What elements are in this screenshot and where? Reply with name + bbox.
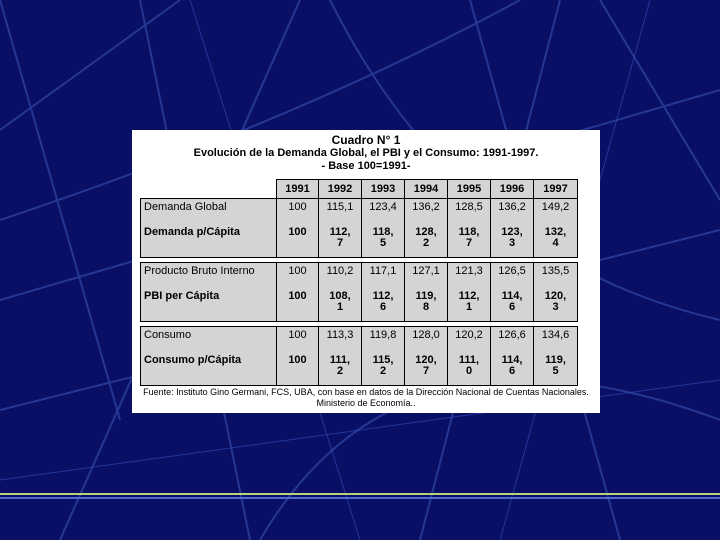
value-cell: 120, 3 <box>534 288 578 322</box>
value-cell: 128,0 <box>405 327 448 353</box>
table-row <box>141 263 578 289</box>
value-cell: 118, 7 <box>448 224 491 258</box>
header-blank-cell <box>141 180 277 199</box>
title-line-1: Cuadro N° 1 <box>331 133 401 147</box>
table-title <box>132 134 600 172</box>
year-header: 1993 <box>362 180 405 199</box>
value-cell: 119,8 <box>362 327 405 353</box>
year-header: 1997 <box>534 180 578 199</box>
table-row <box>141 352 578 386</box>
row-label: Consumo p/Cápita <box>141 352 277 386</box>
value-cell: 100 <box>277 263 319 289</box>
value-cell: 119, 5 <box>534 352 578 386</box>
value-cell: 121,3 <box>448 263 491 289</box>
data-table <box>140 179 577 386</box>
value-cell: 115,1 <box>319 199 362 225</box>
footer-decoration <box>0 488 720 508</box>
value-cell: 149,2 <box>534 199 578 225</box>
table-row <box>141 327 578 353</box>
title-line-2: Evolución de la Demanda Global, el PBI y el Consumo: 1991-1997. <box>193 147 539 159</box>
value-cell: 111, 0 <box>448 352 491 386</box>
value-cell: 132, 4 <box>534 224 578 258</box>
value-cell: 108, 1 <box>319 288 362 322</box>
row-label: Demanda p/Cápita <box>141 224 277 258</box>
value-cell: 136,2 <box>405 199 448 225</box>
year-header-row <box>141 180 578 199</box>
value-cell: 126,6 <box>491 327 534 353</box>
row-label: Producto Bruto Interno <box>141 263 277 289</box>
value-cell: 112, 1 <box>448 288 491 322</box>
value-cell: 114, 6 <box>491 352 534 386</box>
value-cell: 100 <box>277 327 319 353</box>
value-cell: 113,3 <box>319 327 362 353</box>
year-header: 1996 <box>491 180 534 199</box>
table-row <box>141 224 578 258</box>
year-header: 1995 <box>448 180 491 199</box>
value-cell: 126,5 <box>491 263 534 289</box>
value-cell: 128, 2 <box>405 224 448 258</box>
value-cell: 128,5 <box>448 199 491 225</box>
value-cell: 120, 7 <box>405 352 448 386</box>
year-header: 1991 <box>277 180 319 199</box>
value-cell: 117,1 <box>362 263 405 289</box>
value-cell: 127,1 <box>405 263 448 289</box>
row-label: PBI per Cápita <box>141 288 277 322</box>
value-cell: 123, 3 <box>491 224 534 258</box>
document-image <box>132 130 600 413</box>
row-label: Demanda Global <box>141 199 277 225</box>
value-cell: 100 <box>277 199 319 225</box>
value-cell: 100 <box>277 288 319 322</box>
value-cell: 115, 2 <box>362 352 405 386</box>
value-cell: 114, 6 <box>491 288 534 322</box>
value-cell: 112, 7 <box>319 224 362 258</box>
year-header: 1994 <box>405 180 448 199</box>
value-cell: 134,6 <box>534 327 578 353</box>
title-line-3: - Base 100=1991- <box>321 160 411 172</box>
value-cell: 123,4 <box>362 199 405 225</box>
value-cell: 100 <box>277 352 319 386</box>
value-cell: 118, 5 <box>362 224 405 258</box>
value-cell: 100 <box>277 224 319 258</box>
row-label: Consumo <box>141 327 277 353</box>
value-cell: 112, 6 <box>362 288 405 322</box>
value-cell: 110,2 <box>319 263 362 289</box>
value-cell: 120,2 <box>448 327 491 353</box>
year-header: 1992 <box>319 180 362 199</box>
value-cell: 119, 8 <box>405 288 448 322</box>
value-cell: 111, 2 <box>319 352 362 386</box>
table-row <box>141 288 578 322</box>
table-row <box>141 199 578 225</box>
value-cell: 135,5 <box>534 263 578 289</box>
source-note: Fuente: Instituto Gino Germani, FCS, UBA, con base en datos de la Dirección Nacional de Cuentas Nacionales. Ministerio de Economía.. <box>143 387 589 408</box>
value-cell: 136,2 <box>491 199 534 225</box>
